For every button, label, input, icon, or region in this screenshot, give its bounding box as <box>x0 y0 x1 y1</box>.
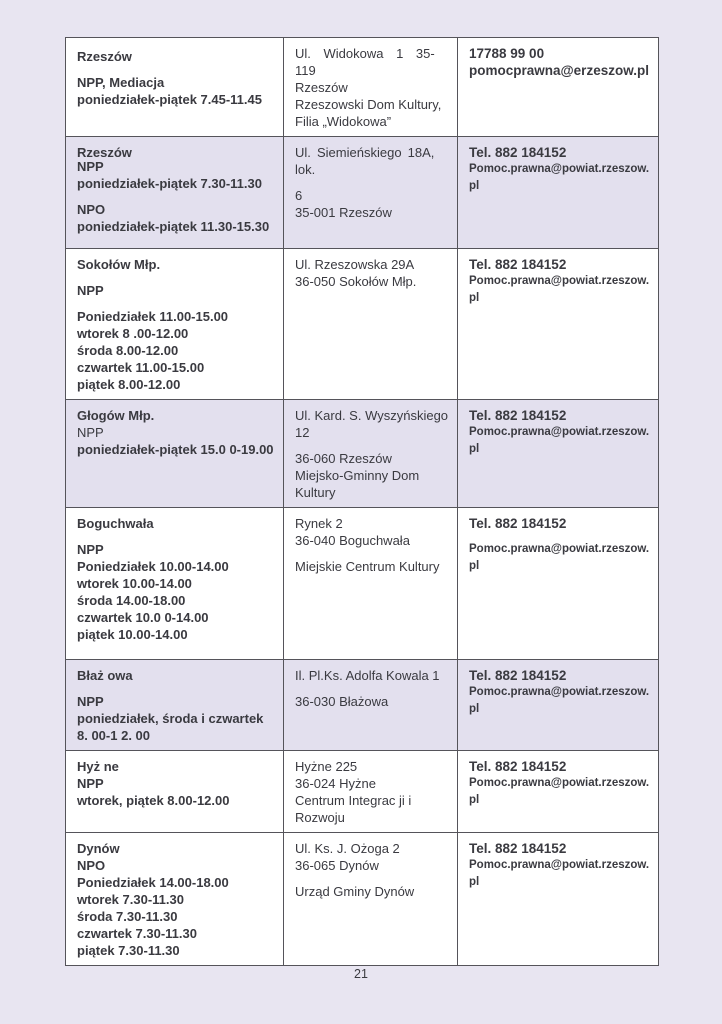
location-line <box>77 192 275 201</box>
location-line: Rzeszów <box>77 145 132 160</box>
location-line: wtorek 7.30-11.30 <box>77 892 184 907</box>
contact-cell <box>458 400 659 508</box>
location-cell <box>66 508 284 660</box>
address-line: 36-050 Sokołów Młp. <box>295 274 417 289</box>
address-line <box>295 441 449 450</box>
location-cell <box>66 249 284 400</box>
location-line: Głogów Młp. <box>77 408 155 423</box>
contact-line: pomocprawna@erzeszow.pl <box>469 63 649 78</box>
contact-line: Pomoc.prawna@powiat.rzeszow.pl <box>469 163 650 192</box>
location-line: środa 14.00-18.00 <box>77 593 186 608</box>
location-line: poniedziałek-piątek 7.45-11.45 <box>77 92 262 107</box>
contact-cell <box>458 508 659 660</box>
address-line <box>295 684 449 693</box>
table-row <box>66 508 659 660</box>
location-line <box>77 65 275 74</box>
location-line <box>77 299 275 308</box>
location-cell <box>66 137 284 249</box>
table-row <box>66 137 659 249</box>
contact-line: Pomoc.prawna@powiat.rzeszow.pl <box>469 275 650 304</box>
location-line: Rzeszów <box>77 49 132 64</box>
address-cell <box>284 508 458 660</box>
location-line: NPO <box>77 858 106 873</box>
address-cell <box>284 660 458 751</box>
location-line <box>77 684 275 693</box>
address-line: Miejskie Centrum Kultury <box>295 559 440 574</box>
location-line: Boguchwała <box>77 516 154 531</box>
address-cell <box>284 38 458 137</box>
address-cell <box>284 833 458 966</box>
address-line: Ul. Ks. J. Ożoga 2 <box>295 841 400 856</box>
contact-cell <box>458 833 659 966</box>
address-line: Ul. Rzeszowska 29A <box>295 257 415 272</box>
page-number: 21 <box>354 967 368 981</box>
location-line: Sokołów Młp. <box>77 257 161 272</box>
contact-cell <box>458 38 659 137</box>
contact-line: Tel. 882 184152 <box>469 257 567 272</box>
location-cell <box>66 400 284 508</box>
address-cell <box>284 249 458 400</box>
contact-line: Pomoc.prawna@powiat.rzeszow.pl <box>469 686 650 715</box>
address-line: Kultury <box>295 485 336 500</box>
table-row <box>66 751 659 833</box>
address-line: 36-060 Rzeszów <box>295 451 392 466</box>
location-line: poniedziałek, środa i czwartek <box>77 711 264 726</box>
address-cell <box>284 751 458 833</box>
address-line: 36-030 Błażowa <box>295 694 389 709</box>
location-line: piątek 7.30-11.30 <box>77 943 180 958</box>
location-line: NPP <box>77 159 104 174</box>
location-line: Poniedziałek 14.00-18.00 <box>77 875 229 890</box>
location-line: środa 8.00-12.00 <box>77 343 179 358</box>
location-line: NPP, Mediacja <box>77 75 165 90</box>
contact-cell <box>458 249 659 400</box>
table-row <box>66 400 659 508</box>
location-cell <box>66 751 284 833</box>
address-line <box>295 874 449 883</box>
location-line: poniedziałek-piątek 15.0 0-19.00 <box>77 442 274 457</box>
address-line <box>295 178 449 187</box>
address-line: 36-024 Hyżne <box>295 776 376 791</box>
address-line: Ul. Widokowa 1 35-119 <box>295 46 435 78</box>
address-line: 36-065 Dynów <box>295 858 379 873</box>
address-line: Urząd Gminy Dynów <box>295 884 415 899</box>
table-body <box>66 38 659 966</box>
legal-aid-table <box>65 37 659 966</box>
location-line: środa 7.30-11.30 <box>77 909 178 924</box>
address-line: Rzeszowski Dom Kultury, <box>295 97 442 112</box>
address-line: 36-040 Boguchwała <box>295 533 410 548</box>
contact-line: Tel. 882 184152 <box>469 145 567 160</box>
address-line: Ul. Kard. S. Wyszyńskiego 12 <box>295 408 449 440</box>
location-line: Hyż ne <box>77 759 119 774</box>
address-line: Il. Pl.Ks. Adolfa Kowala 1 <box>295 668 440 683</box>
contact-line: Tel. 882 184152 <box>469 759 567 774</box>
location-line: piątek 10.00-14.00 <box>77 627 188 642</box>
location-line: Poniedziałek 10.00-14.00 <box>77 559 229 574</box>
contact-line <box>469 532 650 541</box>
table-row <box>66 38 659 137</box>
location-line: wtorek, piątek 8.00-12.00 <box>77 793 230 808</box>
address-cell <box>284 400 458 508</box>
address-line: Hyżne 225 <box>295 759 358 774</box>
location-line: wtorek 10.00-14.00 <box>77 576 192 591</box>
location-line: poniedziałek-piątek 11.30-15.30 <box>77 219 270 234</box>
table-row <box>66 249 659 400</box>
location-line <box>77 273 275 282</box>
contact-cell <box>458 751 659 833</box>
location-line: poniedziałek-piątek 7.30-11.30 <box>77 176 262 191</box>
contact-line: Tel. 882 184152 <box>469 841 567 856</box>
contact-line: Pomoc.prawna@powiat.rzeszow.pl <box>469 777 650 806</box>
address-line: Filia „Widokowa” <box>295 114 392 129</box>
table-row <box>66 660 659 751</box>
address-line <box>295 549 449 558</box>
location-cell <box>66 38 284 137</box>
location-line: wtorek 8 .00-12.00 <box>77 326 189 341</box>
table-row <box>66 833 659 966</box>
location-line: Błaż owa <box>77 668 133 683</box>
location-line: NPP <box>77 694 104 709</box>
address-line: Centrum Integrac ji i <box>295 793 412 808</box>
location-line: czwartek 7.30-11.30 <box>77 926 197 941</box>
location-line: NPP <box>77 425 104 440</box>
address-line: Rozwoju <box>295 810 345 825</box>
contact-line: Tel. 882 184152 <box>469 408 567 423</box>
address-line: 6 <box>295 188 303 203</box>
address-line: Rynek 2 <box>295 516 343 531</box>
contact-line: 17788 99 00 <box>469 46 545 61</box>
contact-cell <box>458 137 659 249</box>
location-line: NPP <box>77 542 104 557</box>
contact-line: Pomoc.prawna@powiat.rzeszow.pl <box>469 426 650 455</box>
contact-line: Tel. 882 184152 <box>469 516 567 531</box>
location-line: NPP <box>77 776 104 791</box>
location-cell <box>66 660 284 751</box>
contact-line: Pomoc.prawna@powiat.rzeszow.pl <box>469 543 650 572</box>
location-line: czwartek 10.0 0-14.00 <box>77 610 209 625</box>
location-line: 8. 00-1 2. 00 <box>77 728 150 743</box>
location-line: Dynów <box>77 841 120 856</box>
address-line: Miejsko-Gminny Dom <box>295 468 420 483</box>
address-line: Ul. Siemieńskiego 18A, lok. <box>295 145 435 177</box>
location-line: Poniedziałek 11.00-15.00 <box>77 309 229 324</box>
address-cell <box>284 137 458 249</box>
contact-cell <box>458 660 659 751</box>
location-line <box>77 532 275 541</box>
address-line: 35-001 Rzeszów <box>295 205 392 220</box>
address-line: Rzeszów <box>295 80 348 95</box>
contact-line: Tel. 882 184152 <box>469 668 567 683</box>
location-line: czwartek 11.00-15.00 <box>77 360 205 375</box>
location-cell <box>66 833 284 966</box>
location-line: NPO <box>77 202 106 217</box>
location-line: piątek 8.00-12.00 <box>77 377 181 392</box>
contact-line: Pomoc.prawna@powiat.rzeszow.pl <box>469 859 650 888</box>
location-line: NPP <box>77 283 104 298</box>
